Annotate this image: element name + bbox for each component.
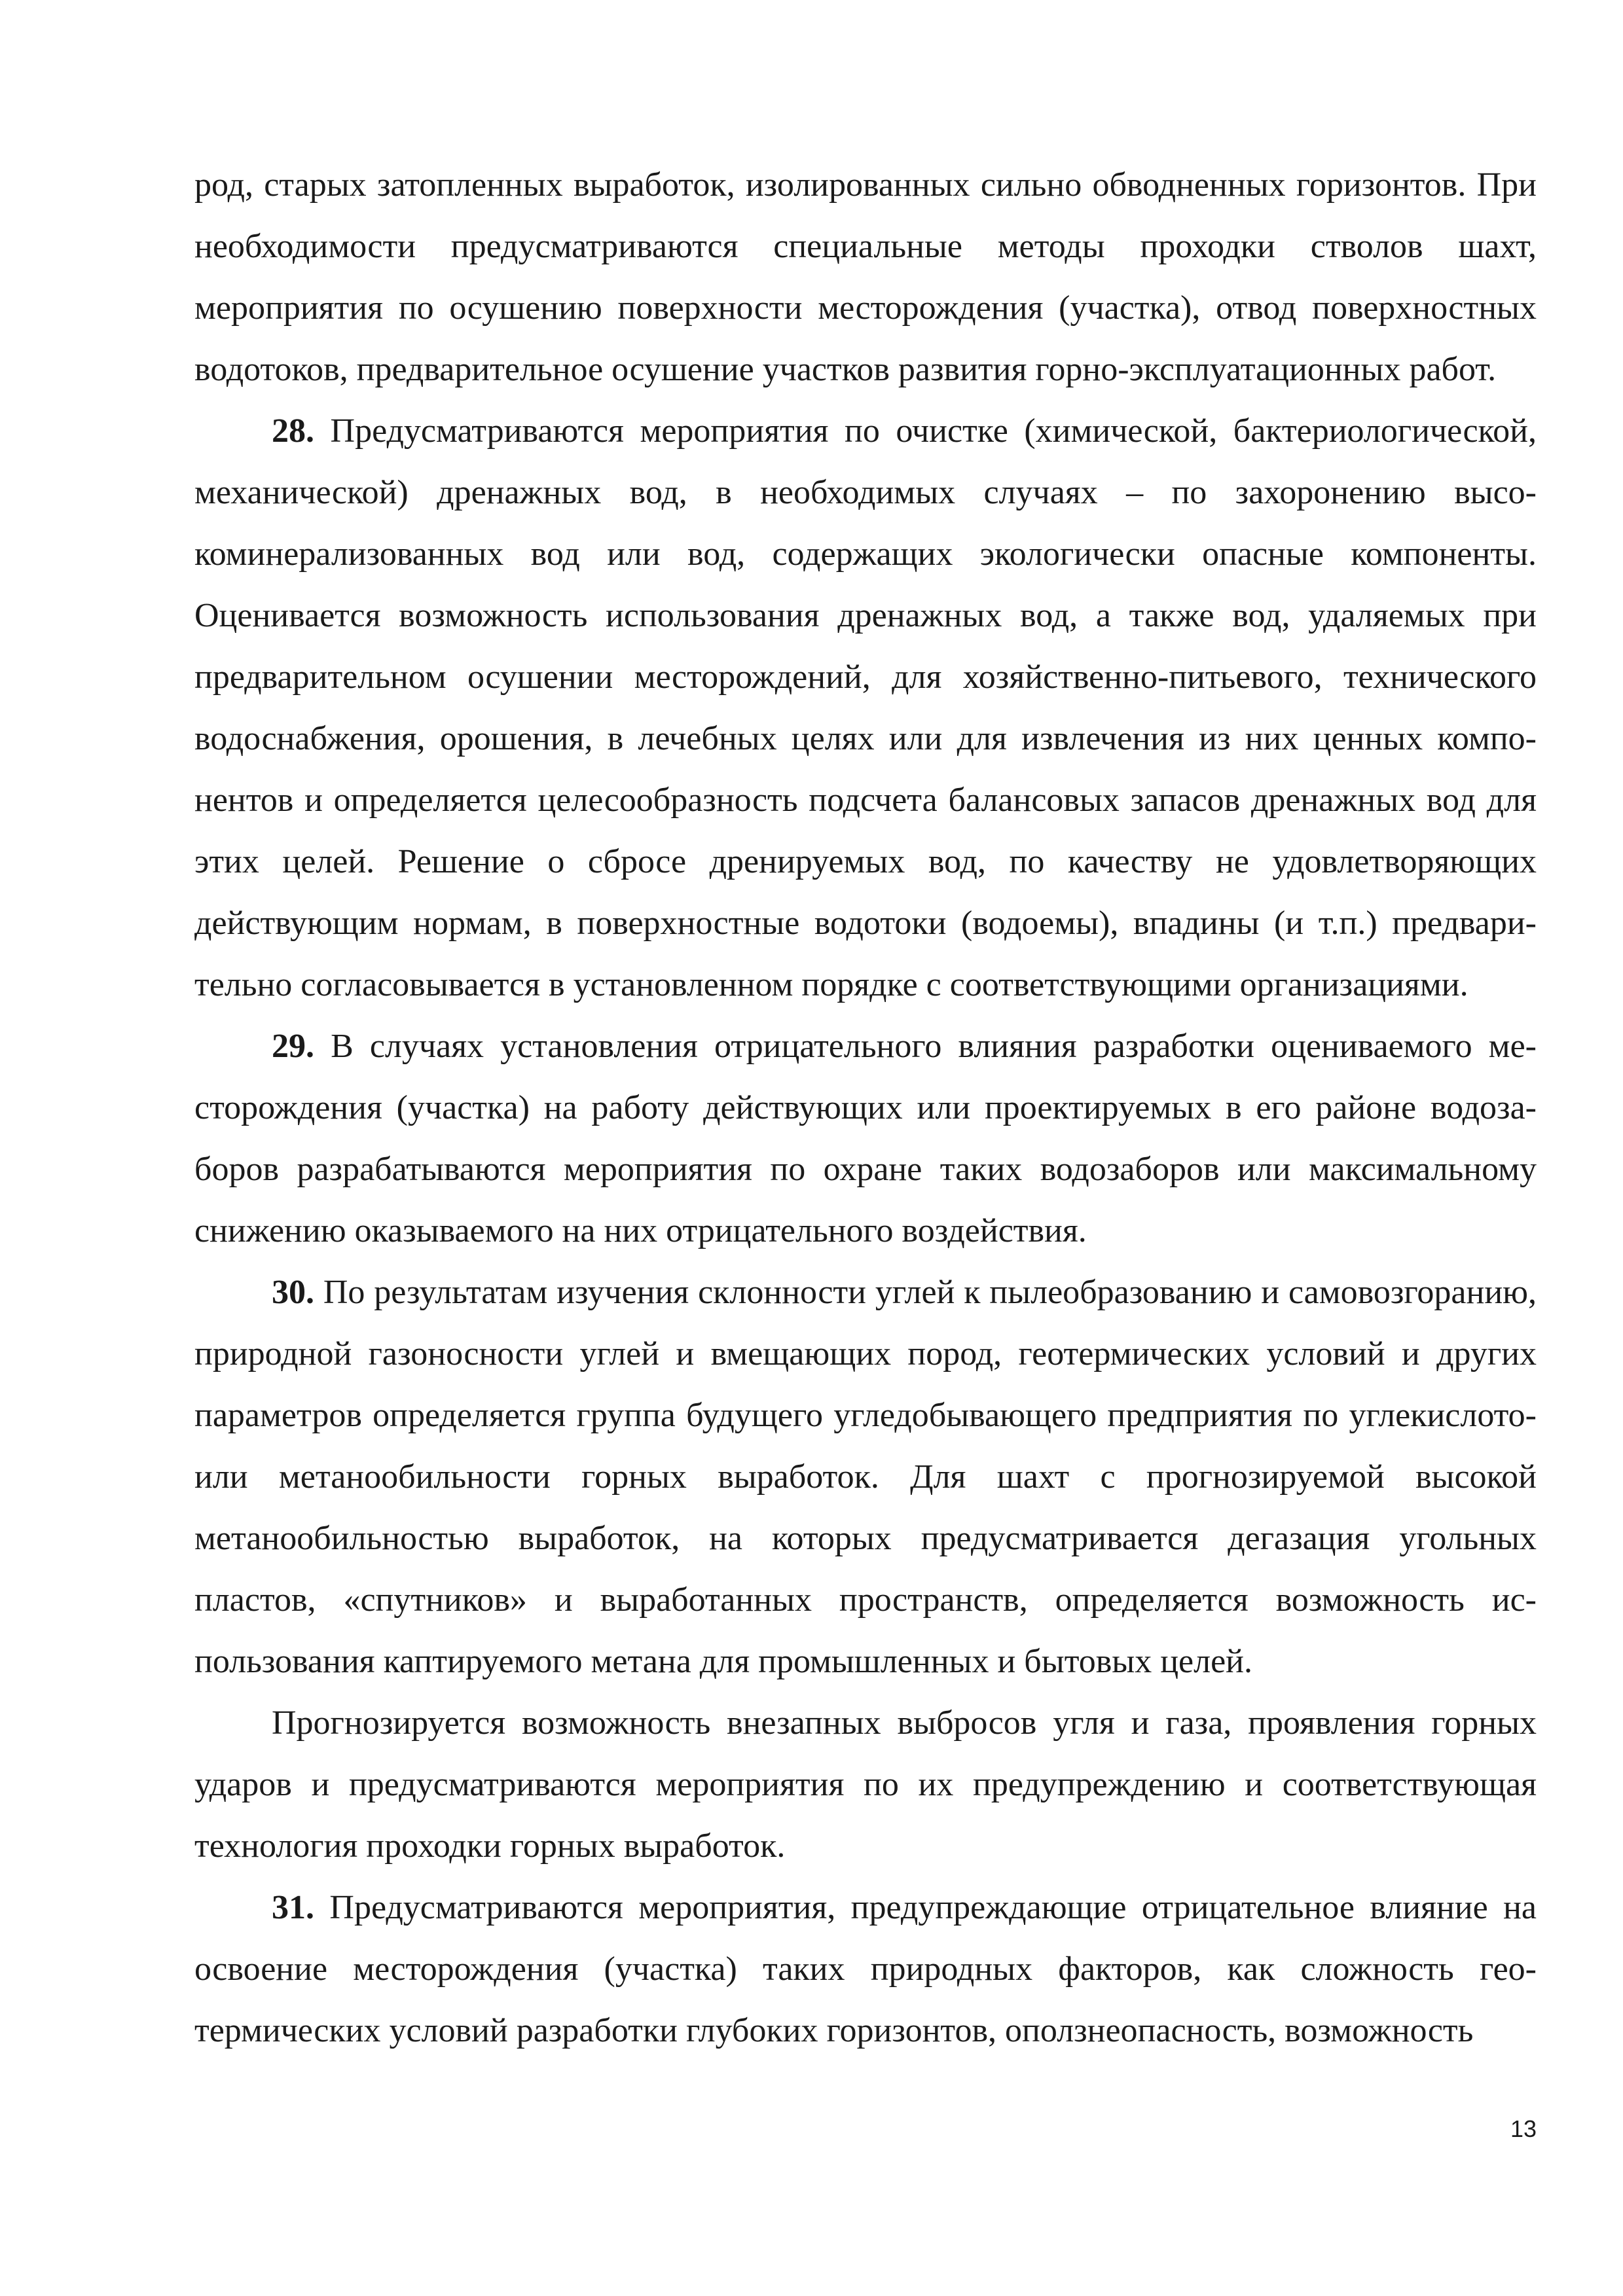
page-number: 13 (1510, 2115, 1537, 2142)
paragraph-text: Предусматриваются мероприятия, предупреждающие отрицательное влияние на освоение месторождения (участка) таких природных факторов, как сложность геотермических условий разработки глубоких горизонтов, оползнеопасность, возможность (194, 1889, 1537, 2049)
paragraph-text: По результатам изучения склонности углей к пылеобразованию и самовозгоранию, природной газоносности углей и вмещающих пород, геотермических условий и других параметров определяется группа будущего угледобывающего предприятия по углекислото- или метанообильности горных выработок. Для шахт с прогнозируемой высокой метанообильностью выработок, на которых предусматривается дегазация угольных пластов, «спутников» и выработанных пространств, определяется возможность использования каптируемого метана для промышленных и бытовых целей. (194, 1274, 1537, 1680)
paragraph-30-continued (194, 1693, 1537, 1877)
paragraph-number: 30. (272, 1274, 314, 1311)
paragraph-number: 28. (272, 412, 314, 450)
paragraph-29 (194, 1016, 1537, 1262)
paragraph-30 (194, 1262, 1537, 1693)
paragraph-text: Предусматриваются мероприятия по очистке (химической, бактериологической, механической) дренажных вод, в необходимых случаях – по захоронению высокоминерализованных вод или вод, содержащих экологически опасные компоненты. Оценивается возможность использования дренажных вод, а также вод, удаляемых при предварительном осушении месторождений, для хозяйственно-питьевого, технического водоснабжения, орошения, в лечебных целях или для извлечения из них ценных компонентов и определяется целесообразность подсчета балансовых запасов дренажных вод для этих целей. Решение о сбросе дренируемых вод, по качеству не удовлетворяющих действующим нормам, в поверхностные водотоки (водоемы), впадины (и т.п.) предварительно согласовывается в установленном порядке с соответствующими организациями. (194, 412, 1537, 1003)
paragraph-text: Прогнозируется возможность внезапных выбросов угля и газа, проявления горных ударов и предусматриваются мероприятия по их предупреждению и соответствующая технология проходки горных выработок. (194, 1704, 1537, 1865)
paragraph-number: 31. (272, 1889, 314, 1926)
paragraph-text: В случаях установления отрицательного влияния разработки оцениваемого месторождения (участка) на работу действующих или проектируемых в его районе водозаборов разрабатываются мероприятия по охране таких водозаборов или максимальному снижению оказываемого на них отрицательного воздействия. (194, 1028, 1537, 1249)
paragraph-text: род, старых затопленных выработок, изолированных сильно обводненных горизонтов. При необходимости предусматриваются специальные методы проходки стволов шахт, мероприятия по осушению поверхности месторождения (участка), отвод поверхностных водотоков, предварительное осушение участков развития горно-эксплуатационных работ. (194, 166, 1537, 388)
paragraph-number: 29. (272, 1028, 314, 1065)
document-body (194, 154, 1537, 2062)
paragraph-28 (194, 401, 1537, 1016)
paragraph-continuation (194, 154, 1537, 401)
paragraph-31 (194, 1877, 1537, 2062)
